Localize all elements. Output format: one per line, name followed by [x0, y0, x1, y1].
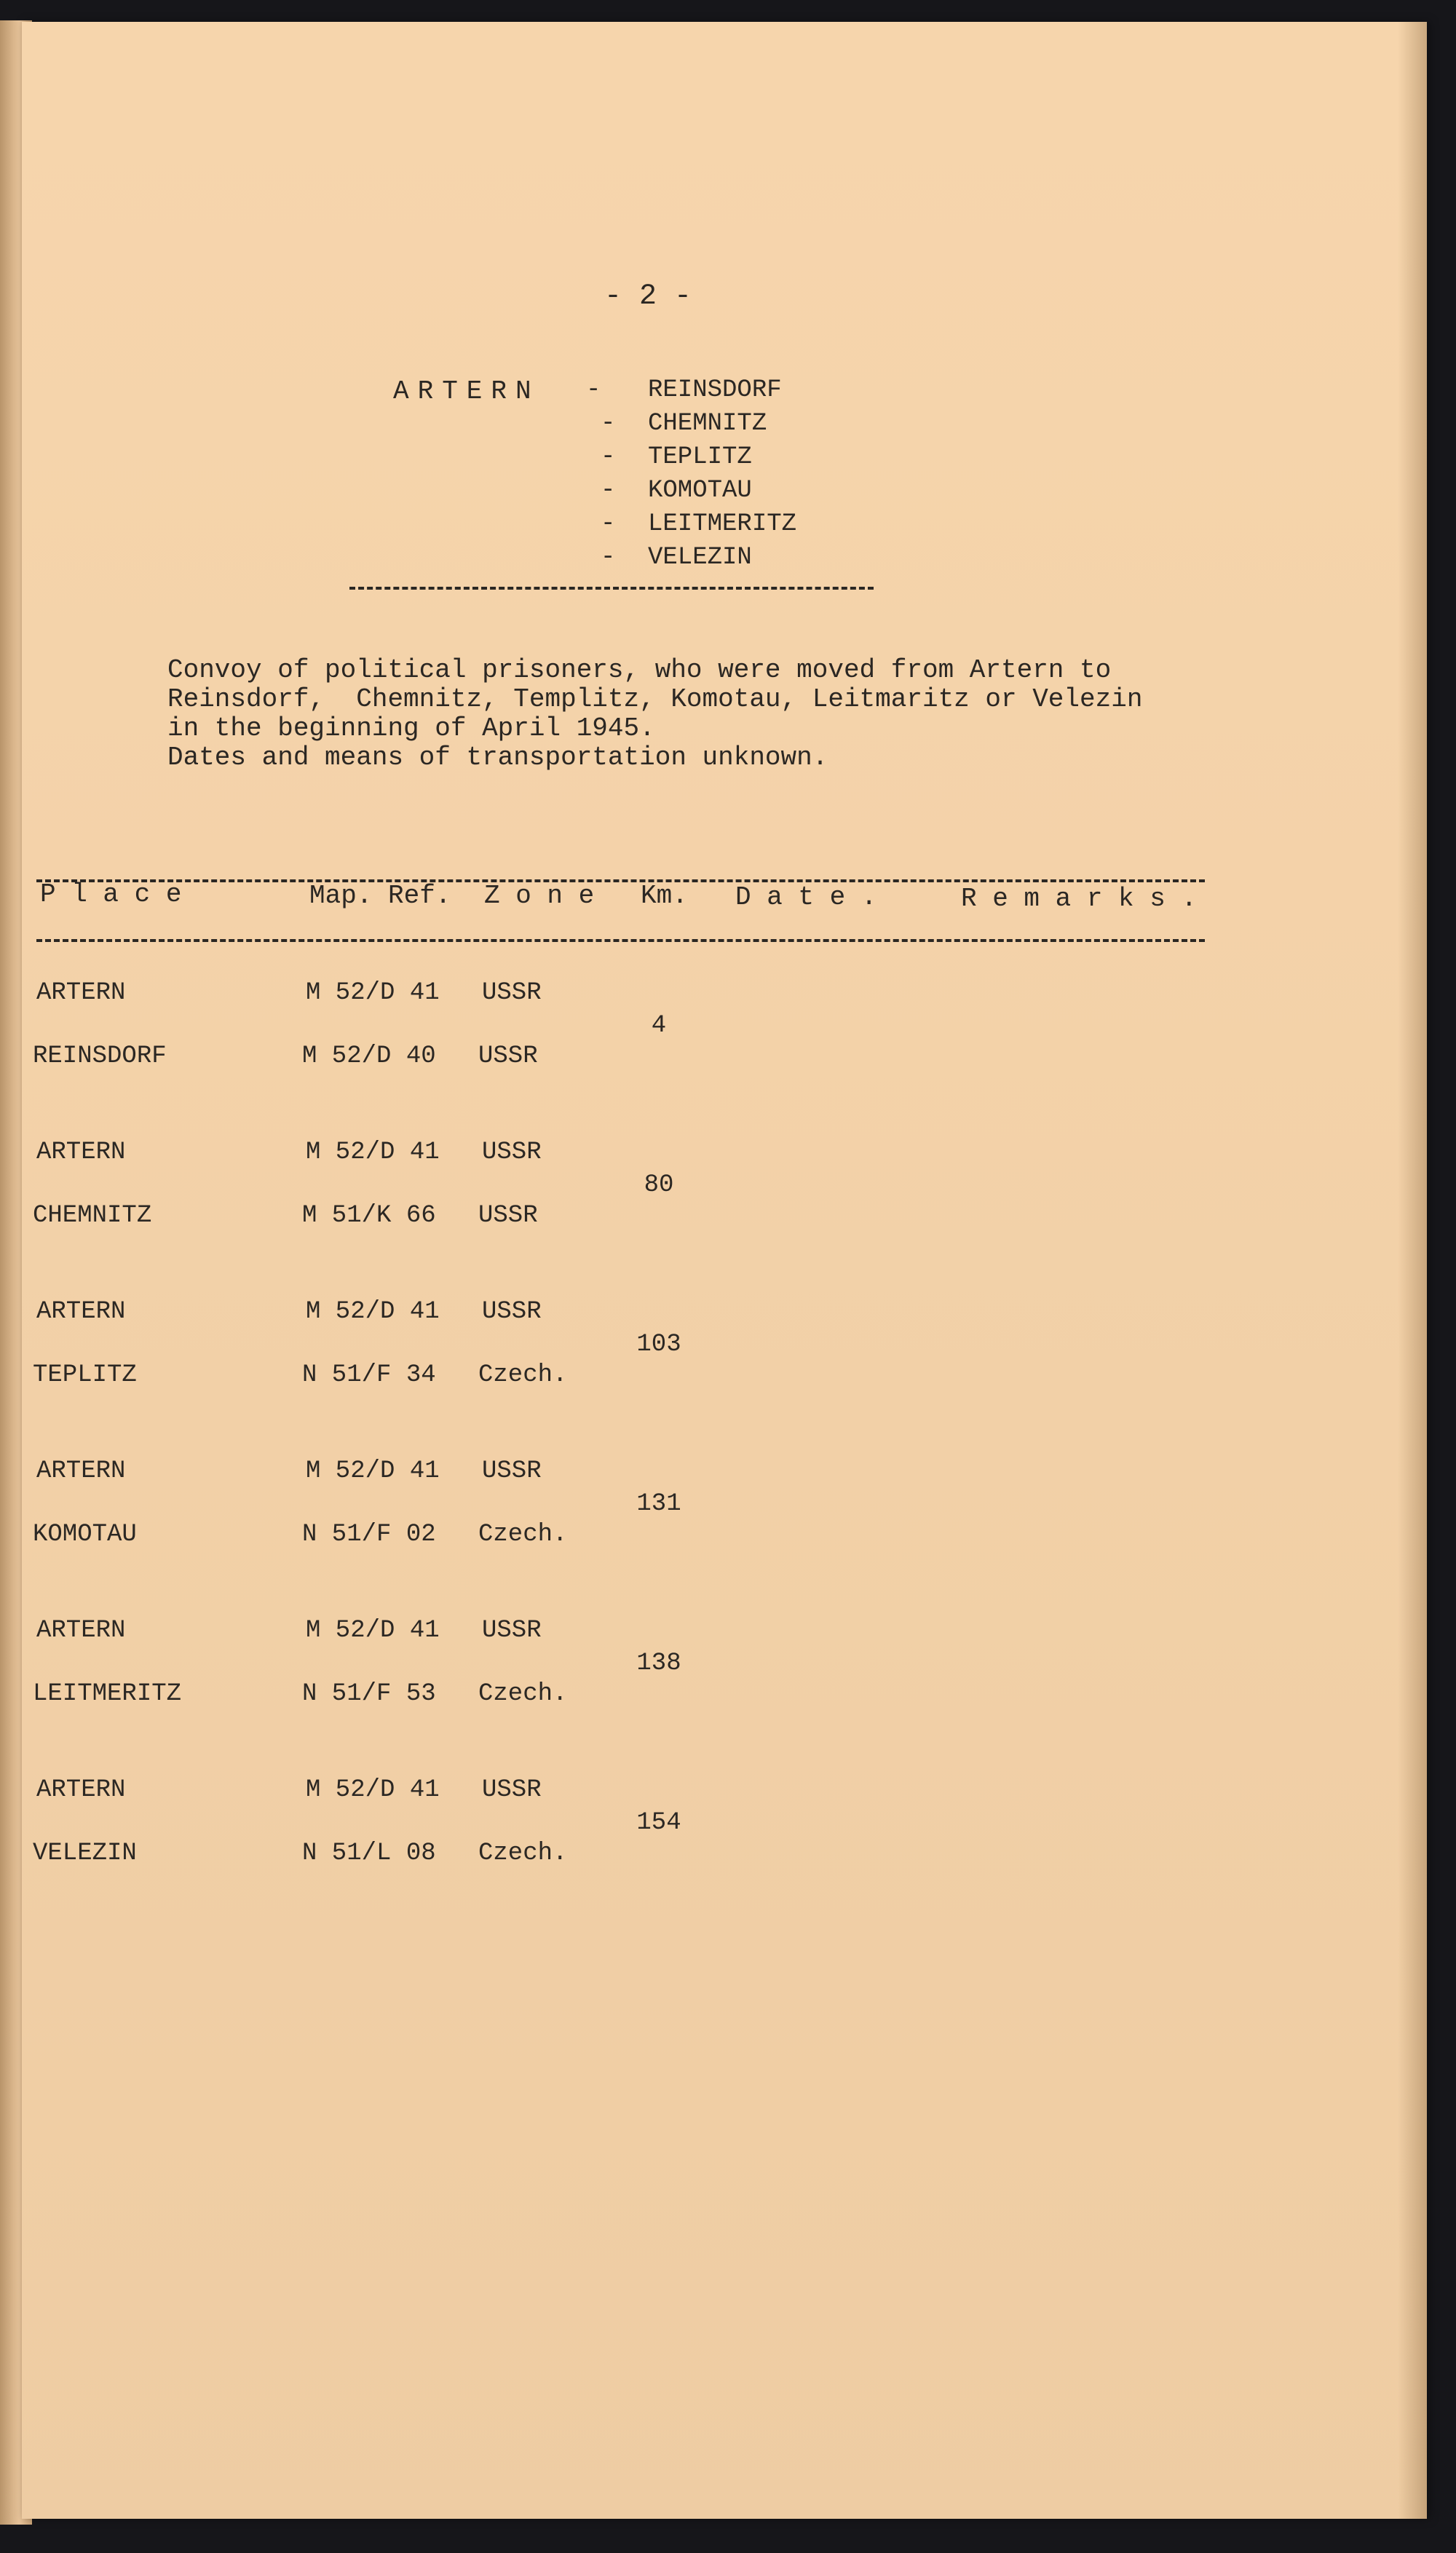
row-map-ref: M 51/K 66 [302, 1202, 436, 1230]
table-top-rule [36, 879, 1205, 882]
header-date: D a t e . [735, 882, 877, 912]
row-place: ARTERN [36, 979, 126, 1007]
row-place: ARTERN [36, 1617, 126, 1644]
row-km: 131 [636, 1490, 681, 1518]
row-zone: USSR [482, 1457, 542, 1485]
route-destination: VELEZIN [648, 544, 752, 571]
row-km: 138 [636, 1650, 681, 1677]
row-map-ref: M 52/D 41 [306, 1457, 440, 1485]
route-destination: TEPLITZ [648, 443, 752, 471]
route-start: ARTERN [393, 376, 540, 406]
row-map-ref: M 52/D 40 [302, 1042, 436, 1070]
description-line: Convoy of political prisoners, who were moved from Artern to [167, 655, 1112, 685]
header-remarks: R e m a r k s . [961, 884, 1198, 914]
row-map-ref: M 52/D 41 [306, 1617, 440, 1644]
row-place: ARTERN [36, 1776, 126, 1804]
description-line: Reinsdorf, Chemnitz, Templitz, Komotau, Leitmaritz or Velezin [167, 684, 1143, 714]
row-zone: USSR [482, 1139, 542, 1166]
route-dash: - [601, 443, 616, 471]
row-km: 154 [636, 1809, 681, 1837]
row-place: REINSDORF [33, 1042, 167, 1070]
row-map-ref: N 51/L 08 [302, 1840, 436, 1867]
header-map-ref: Map. Ref. [309, 881, 451, 911]
header-km: Km. [641, 881, 688, 911]
row-km: 80 [644, 1171, 674, 1199]
route-dash: - [586, 376, 601, 404]
row-map-ref: M 52/D 41 [306, 1298, 440, 1326]
row-place: VELEZIN [33, 1840, 137, 1867]
route-destination: REINSDORF [648, 376, 782, 404]
description-line: Dates and means of transportation unknown. [167, 743, 828, 772]
route-dash: - [601, 410, 616, 438]
route-dash: - [601, 510, 616, 538]
header-place: P l a c e [40, 879, 182, 909]
table-header-rule [36, 939, 1205, 942]
row-km: 4 [651, 1012, 667, 1040]
page-number: - 2 - [604, 280, 692, 313]
row-place: TEPLITZ [33, 1361, 137, 1389]
header-zone: Z o n e [484, 881, 595, 911]
row-map-ref: M 52/D 41 [306, 1139, 440, 1166]
row-zone: USSR [478, 1202, 538, 1230]
row-map-ref: N 51/F 02 [302, 1521, 436, 1548]
row-zone: USSR [482, 1617, 542, 1644]
row-zone: Czech. [478, 1840, 568, 1867]
description-line: in the beginning of April 1945. [167, 713, 655, 743]
row-place: ARTERN [36, 1457, 126, 1485]
route-destination: CHEMNITZ [648, 410, 767, 438]
row-zone: USSR [478, 1042, 538, 1070]
sheet-shadow [1398, 22, 1427, 2519]
route-dash: - [601, 544, 616, 571]
row-map-ref: N 51/F 34 [302, 1361, 436, 1389]
row-place: CHEMNITZ [33, 1202, 152, 1230]
row-zone: USSR [482, 1776, 542, 1804]
route-destination: LEITMERITZ [648, 510, 797, 538]
row-km: 103 [636, 1331, 681, 1358]
row-zone: Czech. [478, 1521, 568, 1548]
row-place: LEITMERITZ [33, 1680, 182, 1708]
route-dash: - [601, 477, 616, 504]
row-zone: Czech. [478, 1361, 568, 1389]
row-map-ref: M 52/D 41 [306, 979, 440, 1007]
row-place: KOMOTAU [33, 1521, 137, 1548]
row-place: ARTERN [36, 1139, 126, 1166]
row-zone: USSR [482, 979, 542, 1007]
row-zone: Czech. [478, 1680, 568, 1708]
row-map-ref: M 52/D 41 [306, 1776, 440, 1804]
row-map-ref: N 51/F 53 [302, 1680, 436, 1708]
route-destination: KOMOTAU [648, 477, 752, 504]
title-rule [349, 587, 874, 590]
row-place: ARTERN [36, 1298, 126, 1326]
row-zone: USSR [482, 1298, 542, 1326]
